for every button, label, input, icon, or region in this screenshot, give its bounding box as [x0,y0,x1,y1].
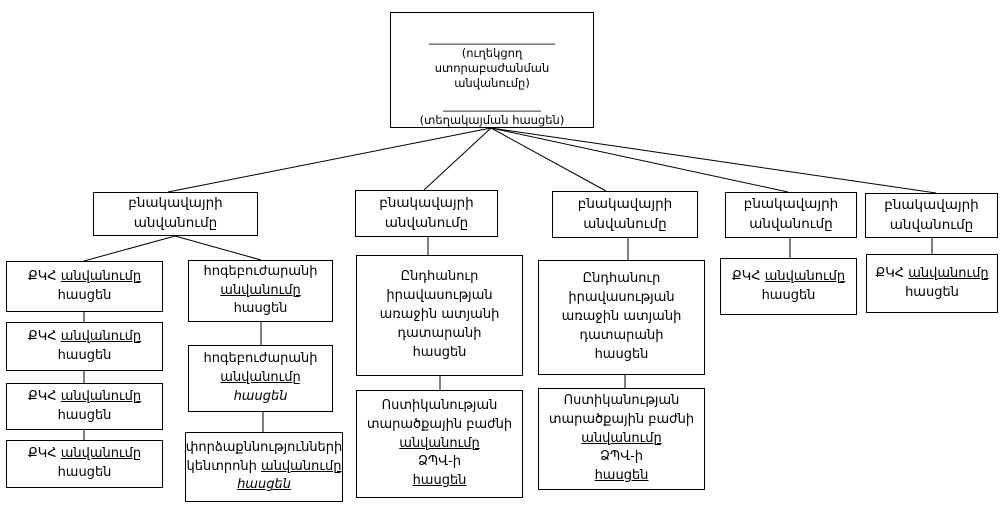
unit-name-caption: (ուղեկցող ստորաբաժանման անվանումը) [434,45,550,90]
qkh-name-line: ՔԿՀ անվանումը [27,328,142,344]
settlement-line2: անվանումը [384,214,469,231]
court-address-line: հասցեն [412,344,467,360]
settlement-line1: բնակավայրի [128,195,223,212]
settlement-line2: անվանումը [749,216,833,232]
police-address-line: հասցեն [412,473,467,489]
psychiatric-name-line2: անվանումը [220,282,301,298]
expertise-center-box [185,432,343,502]
settlement-line2: անվանումը [583,215,667,232]
police-line1: Ոստիկանության [563,392,680,408]
police-line1: Ոստիկանության [381,397,498,413]
psychiatric-box-2 [188,345,333,412]
settlement-line1: բնակավայրի [577,195,673,212]
qkh-name-line: ՔԿՀ անվանումը [731,268,846,284]
qkh-name-line: ՔԿՀ անվանումը [27,446,142,462]
police-name-line: անվանումը [581,430,662,446]
qkh-address-line: հասցեն [905,284,959,300]
qkh-box-5 [720,258,857,315]
court-address-line: հասցեն [594,346,649,362]
court-box-2 [538,260,705,375]
qkh-address-line: հասցեն [761,287,816,303]
qkh-name-line: ՔԿՀ անվանումը [875,265,989,281]
qkh-address-line: հասցեն [57,465,112,480]
qkh-name-line: ՔԿՀ անվանումը [27,268,142,284]
settlement-box-3 [552,191,698,238]
qkh-address-line: հասցեն [57,287,112,303]
court-box-1 [356,255,523,376]
qkh-box-6 [866,254,998,313]
psychiatric-name-line1: հոգեբուժարանի [203,351,318,367]
qkh-address-line: հասցեն [57,347,112,363]
expertise-line1: փորձաքննությունների [185,439,343,455]
court-line1: Ընդհանուր [582,271,661,287]
expertise-line2: կենտրոնի անվանումը [186,458,342,474]
settlement-line1: բնակավայրի [743,196,839,213]
court-line4: դատարանի [579,327,664,343]
police-name-line: անվանումը [399,435,480,451]
qkh-address-line: հասցեն [57,407,112,423]
psychiatric-address-line: հասցեն [233,301,288,317]
court-line3: առաջին ատյանի [561,309,682,325]
psychiatric-box-1 [188,260,333,322]
psychiatric-name-line1: հոգեբուժարանի [203,263,318,279]
court-line4: դատարանի [397,325,482,341]
settlement-line1: բնակավայրի [379,194,474,211]
court-line1: Ընդհանուր [400,269,479,285]
qkh-box-3 [6,383,163,430]
qkh-box-1 [6,261,163,312]
police-line2: տարածքային բաժնի [366,416,513,432]
police-address-line: հասցեն [594,468,649,484]
police-box-1 [356,390,523,498]
root-unit-box [390,12,594,128]
psychiatric-address-line: հասցեն [233,388,288,404]
qkh-name-line: ՔԿՀ անվանումը [27,388,142,404]
settlement-line1: բնակավայրի [884,196,979,213]
settlement-box-5 [865,193,998,238]
court-line3: առաջին ատյանի [379,307,500,323]
police-line2: տարածքային բաժնի [548,411,695,427]
qkh-box-2 [6,322,163,371]
location-caption: (տեղակայման հասցեն) [419,112,565,127]
settlement-line2: անվանումը [133,215,218,231]
settlement-box-1 [93,192,258,236]
blank-line-location: _________________ [443,97,541,112]
court-line2: իրավասության [568,290,675,306]
expertise-address-line: հասցեն [237,477,291,493]
qkh-box-4 [6,440,163,488]
police-facility-line: ՁՊՎ-ի [417,454,462,470]
psychiatric-name-line2: անվանումը [220,370,301,386]
settlement-box-2 [355,190,498,237]
court-line2: իրավասության [386,288,493,304]
blank-line-unit-name: ______________________ [428,31,556,45]
settlement-line2: անվանումը [889,216,974,233]
settlement-box-4 [725,192,857,238]
police-facility-line: ՁՊՎ-ի [599,449,644,465]
police-box-2 [538,388,705,490]
